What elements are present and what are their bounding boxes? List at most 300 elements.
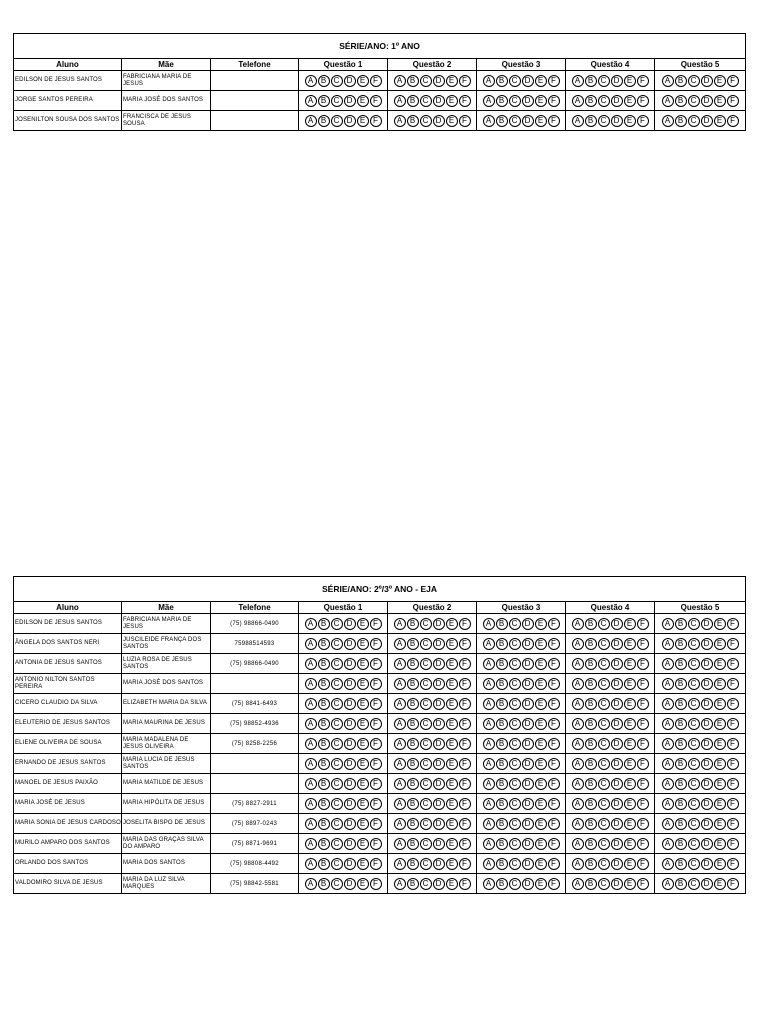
answer-bubble-e[interactable]: E [357, 718, 369, 730]
answer-bubble-b[interactable]: B [318, 758, 330, 770]
answer-bubble-f[interactable]: F [548, 618, 560, 630]
answer-bubble-b[interactable]: B [675, 678, 687, 690]
answer-bubble-d[interactable]: D [344, 95, 356, 107]
answer-bubble-a[interactable]: A [572, 818, 584, 830]
answer-bubble-c[interactable]: C [331, 818, 343, 830]
answer-bubble-e[interactable]: E [535, 818, 547, 830]
answer-bubble-c[interactable]: C [688, 878, 700, 890]
answer-bubble-f[interactable]: F [548, 878, 560, 890]
answer-bubble-d[interactable]: D [433, 838, 445, 850]
answer-bubble-b[interactable]: B [675, 638, 687, 650]
answer-bubble-d[interactable]: D [522, 638, 534, 650]
answer-bubble-b[interactable]: B [407, 658, 419, 670]
answer-bubble-f[interactable]: F [459, 718, 471, 730]
answer-bubble-c[interactable]: C [598, 658, 610, 670]
answer-bubble-d[interactable]: D [611, 878, 623, 890]
answer-bubble-b[interactable]: B [318, 75, 330, 87]
answer-bubble-b[interactable]: B [407, 878, 419, 890]
answer-bubble-e[interactable]: E [714, 75, 726, 87]
answer-bubble-d[interactable]: D [701, 718, 713, 730]
answer-bubble-c[interactable]: C [688, 738, 700, 750]
answer-bubble-b[interactable]: B [496, 678, 508, 690]
answer-bubble-b[interactable]: B [318, 95, 330, 107]
answer-bubble-e[interactable]: E [446, 115, 458, 127]
answer-bubble-e[interactable]: E [714, 798, 726, 810]
answer-bubble-b[interactable]: B [407, 798, 419, 810]
answer-bubble-c[interactable]: C [331, 618, 343, 630]
answer-bubble-d[interactable]: D [701, 798, 713, 810]
answer-bubble-a[interactable]: A [662, 658, 674, 670]
answer-bubble-c[interactable]: C [688, 838, 700, 850]
answer-bubble-d[interactable]: D [701, 618, 713, 630]
answer-bubble-e[interactable]: E [535, 758, 547, 770]
answer-bubble-d[interactable]: D [611, 115, 623, 127]
answer-bubble-e[interactable]: E [535, 858, 547, 870]
answer-bubble-c[interactable]: C [509, 718, 521, 730]
answer-bubble-f[interactable]: F [637, 758, 649, 770]
answer-bubble-c[interactable]: C [331, 95, 343, 107]
answer-bubble-b[interactable]: B [496, 75, 508, 87]
answer-bubble-e[interactable]: E [446, 878, 458, 890]
answer-bubble-f[interactable]: F [548, 798, 560, 810]
answer-bubble-b[interactable]: B [675, 95, 687, 107]
answer-bubble-e[interactable]: E [446, 75, 458, 87]
answer-bubble-b[interactable]: B [496, 858, 508, 870]
answer-bubble-c[interactable]: C [331, 658, 343, 670]
answer-bubble-c[interactable]: C [420, 698, 432, 710]
answer-bubble-c[interactable]: C [688, 758, 700, 770]
answer-bubble-e[interactable]: E [714, 115, 726, 127]
answer-bubble-d[interactable]: D [344, 818, 356, 830]
answer-bubble-b[interactable]: B [318, 798, 330, 810]
answer-bubble-c[interactable]: C [688, 618, 700, 630]
answer-bubble-f[interactable]: F [370, 658, 382, 670]
answer-bubble-f[interactable]: F [370, 838, 382, 850]
answer-bubble-a[interactable]: A [483, 95, 495, 107]
answer-bubble-c[interactable]: C [598, 95, 610, 107]
answer-bubble-c[interactable]: C [509, 75, 521, 87]
answer-bubble-a[interactable]: A [483, 638, 495, 650]
answer-bubble-d[interactable]: D [611, 818, 623, 830]
answer-bubble-e[interactable]: E [446, 798, 458, 810]
answer-bubble-e[interactable]: E [624, 678, 636, 690]
answer-bubble-e[interactable]: E [624, 75, 636, 87]
answer-bubble-d[interactable]: D [344, 858, 356, 870]
answer-bubble-f[interactable]: F [459, 698, 471, 710]
answer-bubble-b[interactable]: B [496, 778, 508, 790]
answer-bubble-f[interactable]: F [727, 75, 739, 87]
answer-bubble-a[interactable]: A [662, 778, 674, 790]
answer-bubble-a[interactable]: A [572, 658, 584, 670]
answer-bubble-c[interactable]: C [420, 115, 432, 127]
answer-bubble-f[interactable]: F [370, 115, 382, 127]
answer-bubble-a[interactable]: A [305, 858, 317, 870]
answer-bubble-a[interactable]: A [394, 718, 406, 730]
answer-bubble-b[interactable]: B [318, 778, 330, 790]
answer-bubble-d[interactable]: D [611, 618, 623, 630]
answer-bubble-c[interactable]: C [420, 658, 432, 670]
answer-bubble-e[interactable]: E [714, 738, 726, 750]
answer-bubble-a[interactable]: A [662, 95, 674, 107]
answer-bubble-c[interactable]: C [688, 858, 700, 870]
answer-bubble-e[interactable]: E [446, 758, 458, 770]
answer-bubble-c[interactable]: C [420, 858, 432, 870]
answer-bubble-c[interactable]: C [598, 798, 610, 810]
answer-bubble-e[interactable]: E [714, 758, 726, 770]
answer-bubble-c[interactable]: C [688, 698, 700, 710]
answer-bubble-b[interactable]: B [585, 638, 597, 650]
answer-bubble-c[interactable]: C [420, 818, 432, 830]
answer-bubble-b[interactable]: B [318, 658, 330, 670]
answer-bubble-c[interactable]: C [688, 778, 700, 790]
answer-bubble-f[interactable]: F [548, 95, 560, 107]
answer-bubble-f[interactable]: F [370, 858, 382, 870]
answer-bubble-f[interactable]: F [459, 115, 471, 127]
answer-bubble-b[interactable]: B [318, 638, 330, 650]
answer-bubble-c[interactable]: C [420, 678, 432, 690]
answer-bubble-f[interactable]: F [637, 698, 649, 710]
answer-bubble-c[interactable]: C [688, 798, 700, 810]
answer-bubble-b[interactable]: B [318, 115, 330, 127]
answer-bubble-a[interactable]: A [662, 698, 674, 710]
answer-bubble-b[interactable]: B [675, 618, 687, 630]
answer-bubble-d[interactable]: D [611, 718, 623, 730]
answer-bubble-c[interactable]: C [509, 678, 521, 690]
answer-bubble-c[interactable]: C [420, 758, 432, 770]
answer-bubble-b[interactable]: B [585, 858, 597, 870]
answer-bubble-f[interactable]: F [370, 758, 382, 770]
answer-bubble-d[interactable]: D [701, 95, 713, 107]
answer-bubble-c[interactable]: C [509, 638, 521, 650]
answer-bubble-f[interactable]: F [370, 638, 382, 650]
answer-bubble-f[interactable]: F [548, 115, 560, 127]
answer-bubble-e[interactable]: E [624, 738, 636, 750]
answer-bubble-c[interactable]: C [331, 738, 343, 750]
answer-bubble-e[interactable]: E [446, 778, 458, 790]
answer-bubble-d[interactable]: D [522, 778, 534, 790]
answer-bubble-e[interactable]: E [624, 638, 636, 650]
answer-bubble-a[interactable]: A [572, 115, 584, 127]
answer-bubble-e[interactable]: E [624, 778, 636, 790]
answer-bubble-c[interactable]: C [331, 878, 343, 890]
answer-bubble-c[interactable]: C [420, 798, 432, 810]
answer-bubble-a[interactable]: A [483, 698, 495, 710]
answer-bubble-a[interactable]: A [572, 738, 584, 750]
answer-bubble-b[interactable]: B [675, 798, 687, 810]
answer-bubble-a[interactable]: A [394, 858, 406, 870]
answer-bubble-b[interactable]: B [675, 778, 687, 790]
answer-bubble-d[interactable]: D [701, 878, 713, 890]
answer-bubble-c[interactable]: C [598, 115, 610, 127]
answer-bubble-e[interactable]: E [357, 778, 369, 790]
answer-bubble-e[interactable]: E [535, 778, 547, 790]
answer-bubble-f[interactable]: F [370, 75, 382, 87]
answer-bubble-e[interactable]: E [357, 858, 369, 870]
answer-bubble-d[interactable]: D [433, 798, 445, 810]
answer-bubble-a[interactable]: A [394, 778, 406, 790]
answer-bubble-e[interactable]: E [714, 618, 726, 630]
answer-bubble-c[interactable]: C [331, 678, 343, 690]
answer-bubble-a[interactable]: A [483, 758, 495, 770]
answer-bubble-e[interactable]: E [624, 858, 636, 870]
answer-bubble-f[interactable]: F [459, 95, 471, 107]
answer-bubble-c[interactable]: C [331, 838, 343, 850]
answer-bubble-a[interactable]: A [662, 758, 674, 770]
answer-bubble-c[interactable]: C [420, 738, 432, 750]
answer-bubble-a[interactable]: A [572, 858, 584, 870]
answer-bubble-e[interactable]: E [357, 758, 369, 770]
answer-bubble-e[interactable]: E [624, 718, 636, 730]
answer-bubble-c[interactable]: C [688, 638, 700, 650]
answer-bubble-c[interactable]: C [509, 698, 521, 710]
answer-bubble-b[interactable]: B [496, 718, 508, 730]
answer-bubble-e[interactable]: E [714, 818, 726, 830]
answer-bubble-a[interactable]: A [305, 618, 317, 630]
answer-bubble-b[interactable]: B [496, 818, 508, 830]
answer-bubble-d[interactable]: D [433, 758, 445, 770]
answer-bubble-a[interactable]: A [394, 758, 406, 770]
answer-bubble-f[interactable]: F [637, 718, 649, 730]
answer-bubble-d[interactable]: D [611, 738, 623, 750]
answer-bubble-f[interactable]: F [370, 778, 382, 790]
answer-bubble-e[interactable]: E [357, 638, 369, 650]
answer-bubble-c[interactable]: C [598, 818, 610, 830]
answer-bubble-f[interactable]: F [548, 638, 560, 650]
answer-bubble-a[interactable]: A [662, 75, 674, 87]
answer-bubble-b[interactable]: B [675, 818, 687, 830]
answer-bubble-d[interactable]: D [433, 778, 445, 790]
answer-bubble-f[interactable]: F [548, 678, 560, 690]
answer-bubble-f[interactable]: F [459, 838, 471, 850]
answer-bubble-f[interactable]: F [637, 878, 649, 890]
answer-bubble-c[interactable]: C [598, 778, 610, 790]
answer-bubble-e[interactable]: E [714, 678, 726, 690]
answer-bubble-d[interactable]: D [433, 818, 445, 830]
answer-bubble-e[interactable]: E [446, 678, 458, 690]
answer-bubble-d[interactable]: D [344, 718, 356, 730]
answer-bubble-d[interactable]: D [522, 618, 534, 630]
answer-bubble-b[interactable]: B [318, 818, 330, 830]
answer-bubble-e[interactable]: E [446, 638, 458, 650]
answer-bubble-b[interactable]: B [496, 838, 508, 850]
answer-bubble-f[interactable]: F [459, 818, 471, 830]
answer-bubble-d[interactable]: D [611, 758, 623, 770]
answer-bubble-a[interactable]: A [483, 798, 495, 810]
answer-bubble-d[interactable]: D [522, 698, 534, 710]
answer-bubble-f[interactable]: F [548, 738, 560, 750]
answer-bubble-a[interactable]: A [394, 818, 406, 830]
answer-bubble-a[interactable]: A [572, 718, 584, 730]
answer-bubble-d[interactable]: D [433, 638, 445, 650]
answer-bubble-e[interactable]: E [624, 95, 636, 107]
answer-bubble-b[interactable]: B [675, 878, 687, 890]
answer-bubble-a[interactable]: A [394, 95, 406, 107]
answer-bubble-c[interactable]: C [598, 838, 610, 850]
answer-bubble-d[interactable]: D [701, 658, 713, 670]
answer-bubble-d[interactable]: D [344, 638, 356, 650]
answer-bubble-a[interactable]: A [483, 75, 495, 87]
answer-bubble-b[interactable]: B [407, 758, 419, 770]
answer-bubble-a[interactable]: A [483, 878, 495, 890]
answer-bubble-b[interactable]: B [585, 778, 597, 790]
answer-bubble-b[interactable]: B [407, 75, 419, 87]
answer-bubble-d[interactable]: D [433, 75, 445, 87]
answer-bubble-c[interactable]: C [331, 698, 343, 710]
answer-bubble-f[interactable]: F [370, 878, 382, 890]
answer-bubble-d[interactable]: D [522, 798, 534, 810]
answer-bubble-d[interactable]: D [611, 798, 623, 810]
answer-bubble-a[interactable]: A [305, 758, 317, 770]
answer-bubble-b[interactable]: B [675, 838, 687, 850]
answer-bubble-b[interactable]: B [675, 738, 687, 750]
answer-bubble-d[interactable]: D [522, 878, 534, 890]
answer-bubble-a[interactable]: A [394, 738, 406, 750]
answer-bubble-c[interactable]: C [509, 758, 521, 770]
answer-bubble-b[interactable]: B [407, 718, 419, 730]
answer-bubble-a[interactable]: A [394, 838, 406, 850]
answer-bubble-a[interactable]: A [662, 618, 674, 630]
answer-bubble-d[interactable]: D [701, 698, 713, 710]
answer-bubble-c[interactable]: C [331, 778, 343, 790]
answer-bubble-b[interactable]: B [675, 658, 687, 670]
answer-bubble-e[interactable]: E [624, 618, 636, 630]
answer-bubble-b[interactable]: B [407, 738, 419, 750]
answer-bubble-e[interactable]: E [357, 878, 369, 890]
answer-bubble-e[interactable]: E [446, 658, 458, 670]
answer-bubble-d[interactable]: D [344, 878, 356, 890]
answer-bubble-e[interactable]: E [446, 858, 458, 870]
answer-bubble-e[interactable]: E [535, 718, 547, 730]
answer-bubble-f[interactable]: F [459, 658, 471, 670]
answer-bubble-f[interactable]: F [548, 718, 560, 730]
answer-bubble-a[interactable]: A [662, 115, 674, 127]
answer-bubble-e[interactable]: E [535, 658, 547, 670]
answer-bubble-a[interactable]: A [572, 75, 584, 87]
answer-bubble-a[interactable]: A [394, 798, 406, 810]
answer-bubble-b[interactable]: B [407, 95, 419, 107]
answer-bubble-e[interactable]: E [357, 678, 369, 690]
answer-bubble-e[interactable]: E [357, 618, 369, 630]
answer-bubble-c[interactable]: C [509, 658, 521, 670]
answer-bubble-c[interactable]: C [420, 618, 432, 630]
answer-bubble-b[interactable]: B [496, 638, 508, 650]
answer-bubble-b[interactable]: B [407, 618, 419, 630]
answer-bubble-f[interactable]: F [370, 738, 382, 750]
answer-bubble-d[interactable]: D [611, 638, 623, 650]
answer-bubble-d[interactable]: D [522, 75, 534, 87]
answer-bubble-d[interactable]: D [522, 678, 534, 690]
answer-bubble-d[interactable]: D [522, 858, 534, 870]
answer-bubble-e[interactable]: E [446, 95, 458, 107]
answer-bubble-f[interactable]: F [637, 658, 649, 670]
answer-bubble-f[interactable]: F [637, 678, 649, 690]
answer-bubble-b[interactable]: B [318, 698, 330, 710]
answer-bubble-e[interactable]: E [714, 638, 726, 650]
answer-bubble-c[interactable]: C [598, 638, 610, 650]
answer-bubble-f[interactable]: F [637, 798, 649, 810]
answer-bubble-f[interactable]: F [727, 618, 739, 630]
answer-bubble-d[interactable]: D [701, 818, 713, 830]
answer-bubble-f[interactable]: F [459, 858, 471, 870]
answer-bubble-a[interactable]: A [394, 618, 406, 630]
answer-bubble-d[interactable]: D [344, 798, 356, 810]
answer-bubble-a[interactable]: A [662, 638, 674, 650]
answer-bubble-c[interactable]: C [688, 678, 700, 690]
answer-bubble-d[interactable]: D [344, 738, 356, 750]
answer-bubble-f[interactable]: F [548, 698, 560, 710]
answer-bubble-c[interactable]: C [509, 738, 521, 750]
answer-bubble-b[interactable]: B [496, 798, 508, 810]
answer-bubble-a[interactable]: A [662, 818, 674, 830]
answer-bubble-f[interactable]: F [637, 638, 649, 650]
answer-bubble-d[interactable]: D [611, 858, 623, 870]
answer-bubble-c[interactable]: C [688, 658, 700, 670]
answer-bubble-c[interactable]: C [420, 75, 432, 87]
answer-bubble-d[interactable]: D [611, 838, 623, 850]
answer-bubble-a[interactable]: A [305, 878, 317, 890]
answer-bubble-c[interactable]: C [331, 638, 343, 650]
answer-bubble-b[interactable]: B [585, 95, 597, 107]
answer-bubble-f[interactable]: F [459, 638, 471, 650]
answer-bubble-c[interactable]: C [331, 115, 343, 127]
answer-bubble-b[interactable]: B [407, 115, 419, 127]
answer-bubble-a[interactable]: A [394, 698, 406, 710]
answer-bubble-a[interactable]: A [572, 878, 584, 890]
answer-bubble-e[interactable]: E [357, 75, 369, 87]
answer-bubble-b[interactable]: B [585, 115, 597, 127]
answer-bubble-a[interactable]: A [483, 618, 495, 630]
answer-bubble-f[interactable]: F [459, 778, 471, 790]
answer-bubble-d[interactable]: D [522, 95, 534, 107]
answer-bubble-a[interactable]: A [572, 678, 584, 690]
answer-bubble-d[interactable]: D [433, 718, 445, 730]
answer-bubble-f[interactable]: F [727, 658, 739, 670]
answer-bubble-c[interactable]: C [598, 618, 610, 630]
answer-bubble-e[interactable]: E [535, 95, 547, 107]
answer-bubble-f[interactable]: F [370, 718, 382, 730]
answer-bubble-e[interactable]: E [535, 698, 547, 710]
answer-bubble-f[interactable]: F [370, 798, 382, 810]
answer-bubble-d[interactable]: D [344, 75, 356, 87]
answer-bubble-d[interactable]: D [433, 618, 445, 630]
answer-bubble-b[interactable]: B [496, 115, 508, 127]
answer-bubble-e[interactable]: E [714, 95, 726, 107]
answer-bubble-e[interactable]: E [535, 678, 547, 690]
answer-bubble-c[interactable]: C [509, 818, 521, 830]
answer-bubble-c[interactable]: C [331, 798, 343, 810]
answer-bubble-b[interactable]: B [318, 738, 330, 750]
answer-bubble-e[interactable]: E [446, 618, 458, 630]
answer-bubble-a[interactable]: A [305, 818, 317, 830]
answer-bubble-b[interactable]: B [496, 738, 508, 750]
answer-bubble-d[interactable]: D [344, 698, 356, 710]
answer-bubble-b[interactable]: B [585, 738, 597, 750]
answer-bubble-e[interactable]: E [624, 838, 636, 850]
answer-bubble-d[interactable]: D [433, 95, 445, 107]
answer-bubble-b[interactable]: B [407, 638, 419, 650]
answer-bubble-e[interactable]: E [714, 858, 726, 870]
answer-bubble-d[interactable]: D [701, 778, 713, 790]
answer-bubble-c[interactable]: C [509, 115, 521, 127]
answer-bubble-b[interactable]: B [496, 758, 508, 770]
answer-bubble-b[interactable]: B [675, 75, 687, 87]
answer-bubble-a[interactable]: A [483, 818, 495, 830]
answer-bubble-f[interactable]: F [548, 778, 560, 790]
answer-bubble-f[interactable]: F [370, 95, 382, 107]
answer-bubble-c[interactable]: C [420, 778, 432, 790]
answer-bubble-c[interactable]: C [598, 718, 610, 730]
answer-bubble-a[interactable]: A [572, 618, 584, 630]
